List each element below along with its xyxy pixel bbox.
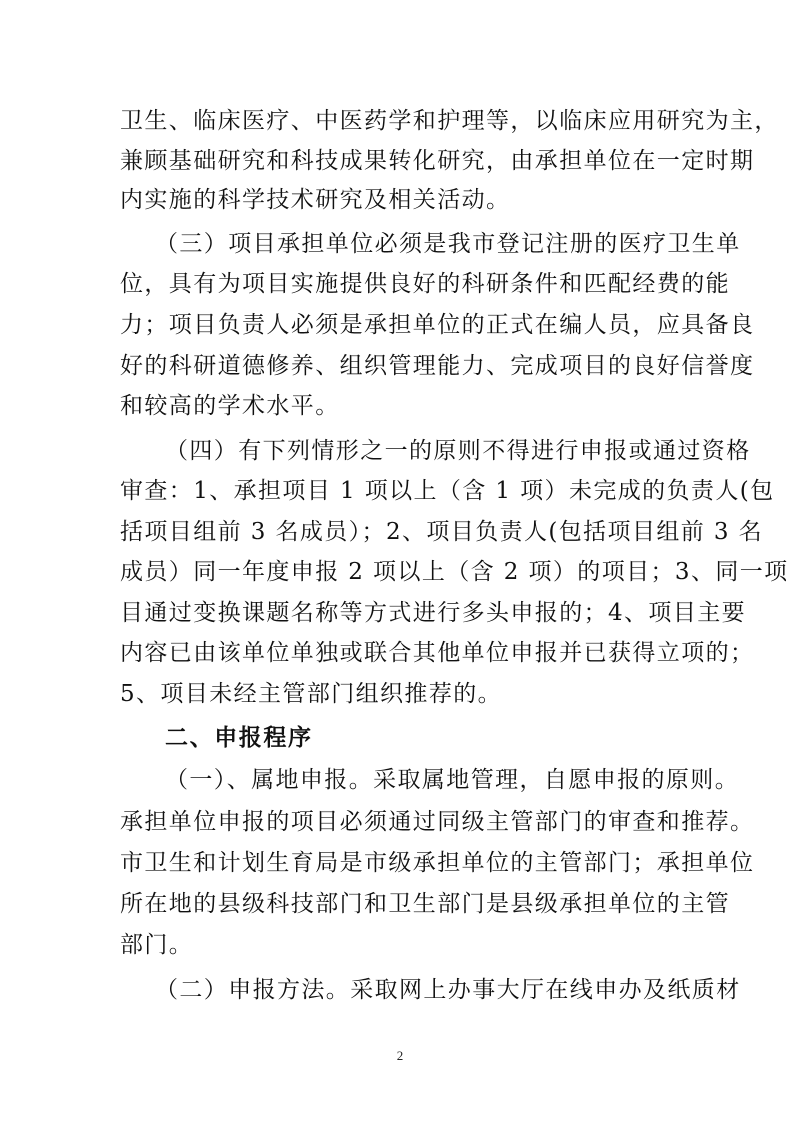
paragraph-start-line: （一）、属地申报。采取属地管理，自愿申报的原则。	[165, 767, 740, 793]
paragraph-start-line: （三）项目承担单位必须是我市登记注册的医疗卫生单	[155, 231, 741, 257]
body-line: 目通过变换课题名称等方式进行多头申报的；4、项目主要	[120, 600, 747, 626]
paragraph-start-line: （四）有下列情形之一的原则不得进行申报或通过资格	[165, 438, 751, 464]
body-line: 内容已由该单位单独或联合其他单位申报并已获得立项的；	[120, 640, 755, 666]
body-line: 成员）同一年度申报 2 项以上（含 2 项）的项目；3、同一项	[120, 559, 789, 585]
body-line: 所在地的县级科技部门和卫生部门是县级承担单位的主管	[120, 891, 730, 917]
body-line: 部门。	[120, 932, 194, 958]
body-line: 内实施的科学技术研究及相关活动。	[120, 187, 511, 213]
page-number: 2	[396, 1048, 404, 1063]
body-line: 括项目组前 3 名成员）；2、项目负责人(包括项目组前 3 名	[120, 519, 764, 545]
body-line: 兼顾基础研究和科技成果转化研究，由承担单位在一定时期	[120, 148, 755, 174]
section-heading: 二、申报程序	[165, 725, 313, 751]
body-line: 和较高的学术水平。	[120, 393, 340, 419]
body-line: 市卫生和计划生育局是市级承担单位的主管部门；承担单位	[120, 850, 755, 876]
body-line: 力；项目负责人必须是承担单位的正式在编人员，应具备良	[120, 312, 755, 338]
body-line: 卫生、临床医疗、中医药学和护理等，以临床应用研究为主，	[120, 108, 779, 134]
body-line: 好的科研道德修养、组织管理能力、完成项目的良好信誉度	[120, 353, 755, 379]
body-line: 审查：1、承担项目 1 项以上（含 1 项）未完成的负责人(包	[120, 478, 775, 504]
body-line: 承担单位申报的项目必须通过同级主管部门的审查和推荐。	[120, 809, 755, 835]
body-line: 5、项目未经主管部门组织推荐的。	[120, 681, 503, 707]
body-line: 位，具有为项目实施提供良好的科研条件和匹配经费的能	[120, 271, 730, 297]
paragraph-start-line: （二）申报方法。采取网上办事大厅在线申办及纸质材	[155, 977, 741, 1003]
